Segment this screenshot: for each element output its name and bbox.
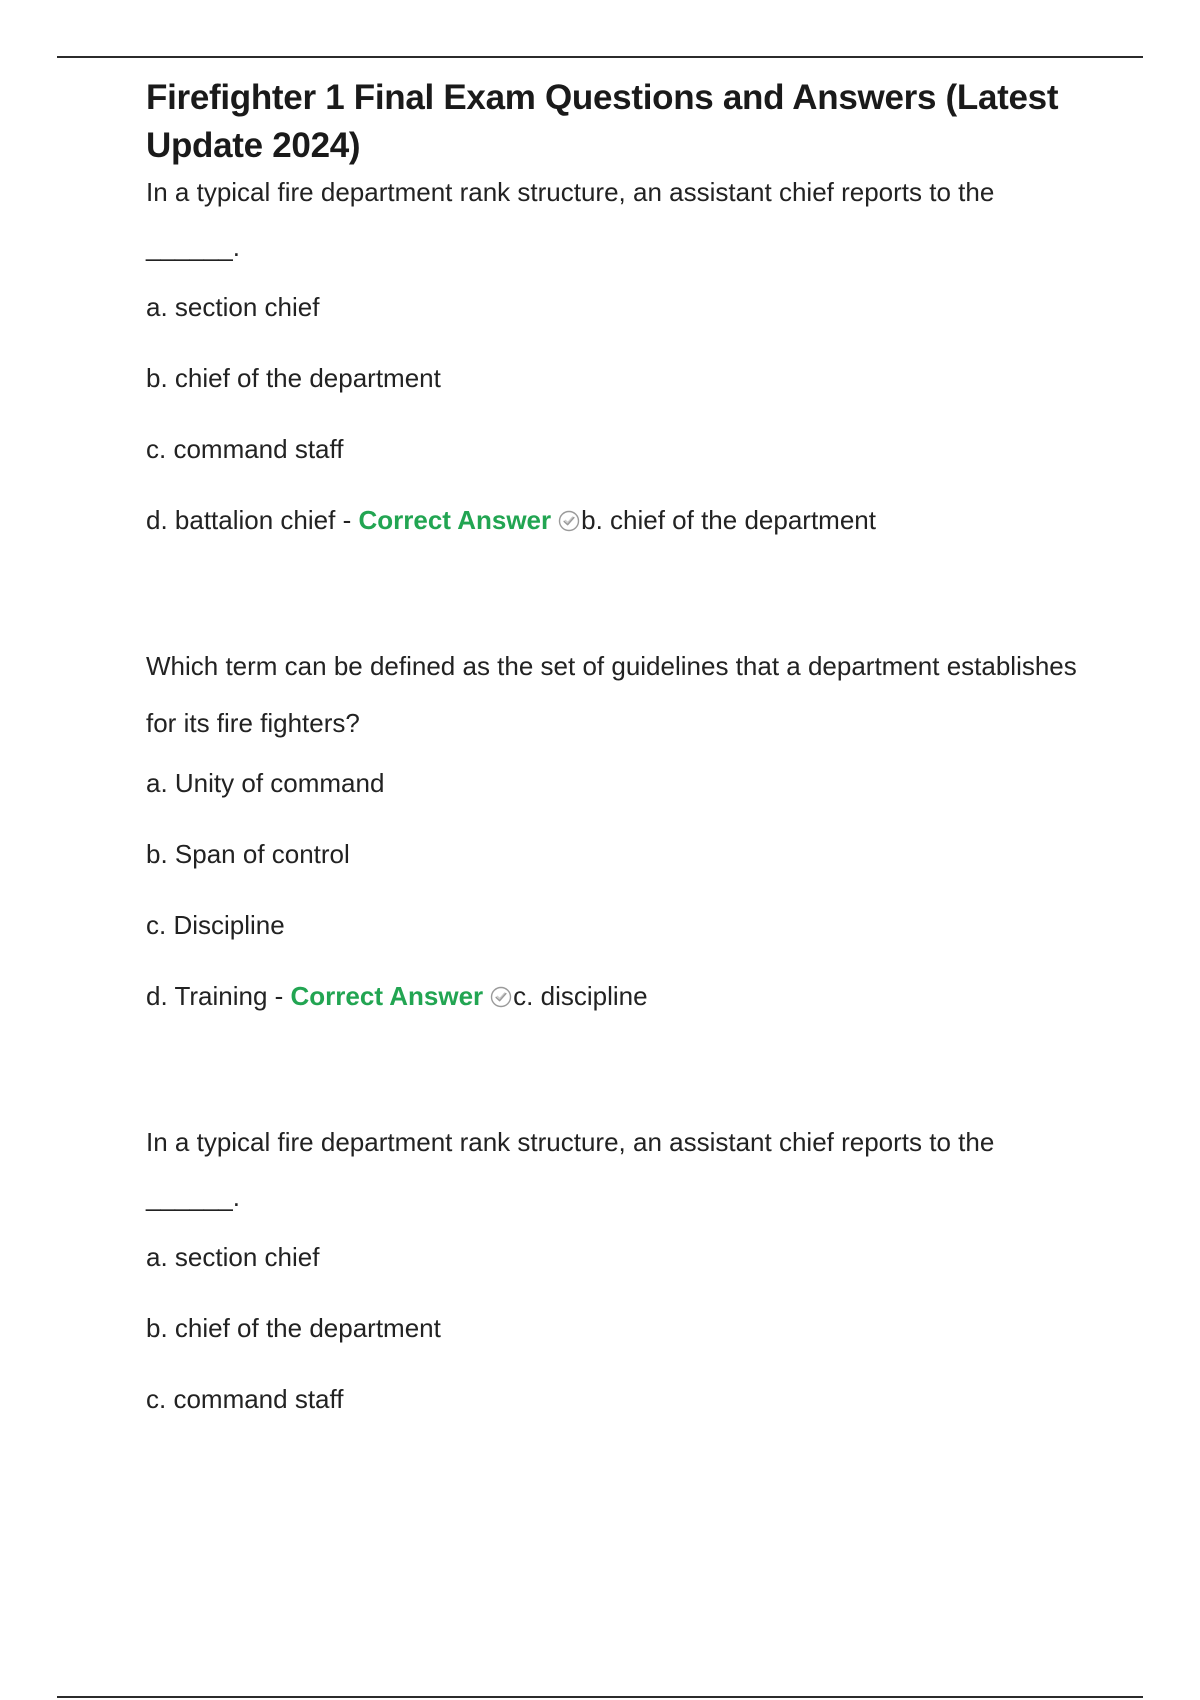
question-blank: ______. bbox=[146, 1182, 240, 1212]
header-rule bbox=[57, 56, 1143, 58]
option-d: d. battalion chief - bbox=[146, 505, 359, 535]
question-text: Which term can be defined as the set of guidelines that a department establishes for its fire fighters? bbox=[146, 651, 1077, 738]
footer-rule bbox=[57, 1696, 1143, 1698]
check-circle-icon bbox=[490, 986, 512, 1008]
question-block-2 bbox=[146, 638, 1086, 1013]
option-d-with-answer bbox=[146, 979, 1086, 1013]
question-text: In a typical fire department rank structure, an assistant chief reports to the bbox=[146, 177, 995, 207]
correct-answer-value: c. discipline bbox=[513, 981, 648, 1011]
option-d-with-answer bbox=[146, 503, 1086, 537]
correct-answer-value: b. chief of the department bbox=[581, 505, 876, 535]
option-b: b. chief of the department bbox=[146, 1313, 441, 1343]
question-blank: ______. bbox=[146, 232, 240, 262]
option-a: a. section chief bbox=[146, 292, 320, 322]
option-b: b. Span of control bbox=[146, 839, 350, 869]
correct-answer-label: Correct Answer bbox=[290, 981, 484, 1011]
question-block-3 bbox=[146, 1114, 1086, 1416]
document-body bbox=[146, 74, 1086, 1416]
option-c: c. Discipline bbox=[146, 910, 285, 940]
option-c: c. command staff bbox=[146, 1384, 344, 1414]
question-block-1 bbox=[146, 164, 1086, 537]
document-title: Firefighter 1 Final Exam Questions and Answers (Latest Update 2024) bbox=[146, 78, 1059, 165]
option-a: a. Unity of command bbox=[146, 768, 385, 798]
check-circle-icon bbox=[558, 510, 580, 532]
option-d: d. Training - bbox=[146, 981, 291, 1011]
correct-answer-label: Correct Answer bbox=[358, 505, 552, 535]
question-text: In a typical fire department rank structure, an assistant chief reports to the bbox=[146, 1127, 995, 1157]
option-b: b. chief of the department bbox=[146, 363, 441, 393]
option-a: a. section chief bbox=[146, 1242, 320, 1272]
option-c: c. command staff bbox=[146, 434, 344, 464]
